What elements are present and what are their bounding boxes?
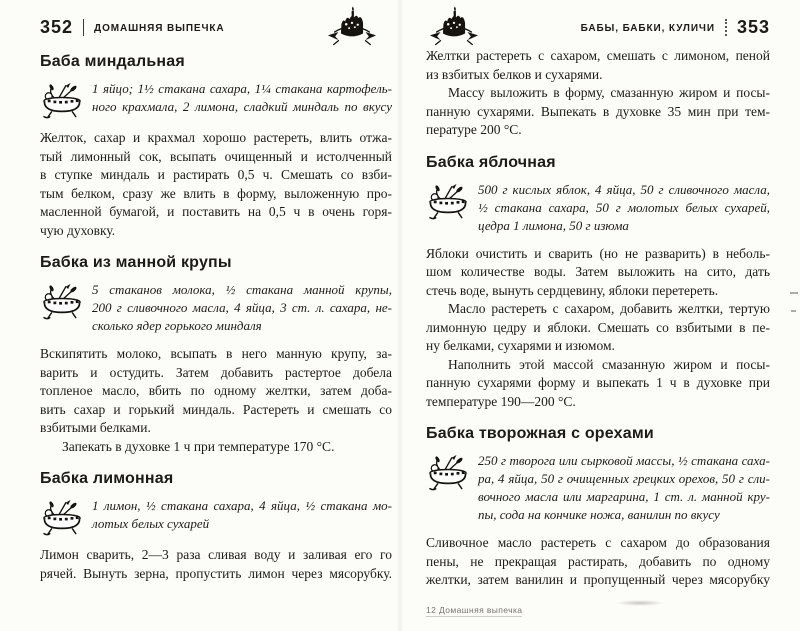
page-content-left [40, 53, 392, 583]
text-line: пены, не прекращая растирать, добавить по одному [426, 553, 770, 569]
text-line: 250 г творога или сырковой массы, ½ стакана саха- [478, 453, 770, 468]
page-number: 352 [40, 16, 74, 37]
text-line: шом количестве воды. Затем выложить на сито, дать [426, 264, 770, 279]
header-divider [83, 19, 84, 36]
recipe-title: Бабка из манной крупы [40, 254, 232, 271]
ingredients-basket-icon [40, 81, 84, 119]
text-line: Желток, сахар и крахмал хорошо растереть, влить отжа- [40, 130, 392, 145]
printer-signature: 12 Домашняя выпечка [426, 605, 523, 615]
paragraph [426, 534, 770, 590]
text-line: 1 яйцо; 1½ стакана сахара, 1¼ стакана картофель- [92, 81, 392, 96]
text-line: чую духовку. [40, 222, 116, 238]
recipe-title: Баба миндальная [40, 53, 185, 70]
text-line: Запекать в духовке 1 ч при температуре 170 °С. [62, 438, 335, 454]
text-line: в ступке миндаль и растирать 0,5 ч. Смешать со взби- [40, 167, 392, 182]
text-line: Яблоки очистить и сварить (но не разварить) в неболь- [426, 245, 770, 261]
ingredients-block [40, 497, 392, 536]
kulich-candle-icon [326, 6, 378, 48]
recipe-title: Бабка лимонная [40, 470, 174, 487]
text-line: лотых белых сухарей [92, 516, 210, 531]
paragraph [40, 345, 392, 438]
text-line: сколько ядер горького миндаля [92, 318, 262, 333]
text-line: тый лимонный сок, всыпать очищенный и истолченный [40, 148, 392, 164]
running-title: ДОМАШНЯЯ ВЫПЕЧКА [94, 22, 225, 34]
ingredients-text [478, 181, 770, 235]
recipe-title: Бабка яблочная [426, 153, 556, 171]
text-line: вить сахар и горький миндаль. Растереть и смешать со [40, 401, 392, 417]
text-line: желтки, затем ванилин и пропущенный через мясорубку [426, 572, 770, 587]
text-line: Вскипятить молоко, всыпать в него манную крупу, за- [40, 346, 392, 361]
paragraph [40, 438, 392, 457]
page-content-right [426, 47, 770, 590]
scan-artifact [790, 292, 798, 294]
text-line: взбитыми белками. [40, 420, 151, 435]
text-line: Сливочное масло растереть с сахаром до образования [426, 535, 770, 550]
ingredients-basket-icon [426, 453, 470, 491]
paragraph [40, 129, 392, 240]
text-line: Лимон сварить, 2—3 раза сливая воду и заливая его го [40, 547, 392, 562]
text-line: вочного масла или маргарина, 1 ст. л. манной кру- [478, 489, 770, 504]
text-line: панную сухарями форму и выпекать 1 ч в духовке при [426, 375, 770, 390]
text-line: 5 стаканов молока, ½ стакана манной крупы, [92, 282, 392, 297]
text-line: тым белком, сразу же влить в форму, выложенную про- [40, 185, 392, 201]
paragraph [426, 245, 770, 301]
paragraph [426, 84, 770, 140]
ingredients-text [478, 452, 770, 524]
text-line: панную сухарями. Выпекать в духовке 35 мин при тем- [426, 103, 770, 119]
ingredients-text [92, 281, 392, 335]
text-line: пы, сода на кончике ножа, ванилин по вкусу [478, 507, 720, 522]
text-line: стечь воде, вынуть сердцевину, яблоки перетереть. [426, 282, 719, 298]
ingredients-block [40, 80, 392, 119]
text-line: ½ стакана сахара, 50 г молотых белых сухарей, [478, 199, 770, 215]
paragraph [40, 546, 392, 583]
text-line: варить и остудить. Затем добавить растертое добела [40, 364, 392, 380]
text-line: лимонную цедру и яблоки. Смешать со взбитыми в пе- [426, 319, 770, 335]
ingredients-block [426, 181, 770, 235]
text-line: ного крахмала, 2 лимона, сладкий миндаль по вкусу [92, 99, 392, 114]
recipe-title: Бабка творожная с орехами [426, 425, 654, 442]
page-gutter [396, 0, 404, 631]
running-title: БАБЫ, БАБКИ, КУЛИЧИ [580, 22, 715, 34]
ingredients-block [426, 452, 770, 524]
text-line: рячей. Вынуть зерна, пропустить лимон через мясорубку. [40, 565, 392, 581]
header-divider [725, 19, 727, 36]
page-number: 353 [736, 16, 770, 37]
text-line: 1 лимон, ½ стакана сахара, 4 яйца, ½ стакана мо- [92, 498, 392, 513]
text-line: цедра 1 лимона, 50 г изюма [478, 217, 629, 233]
paragraph [426, 356, 770, 412]
text-line: температуре 190—200 °С. [426, 393, 576, 409]
text-line: ну белками, сухарями и изюмом. [426, 338, 615, 353]
scan-artifact [616, 600, 664, 606]
text-line: Масло растереть с сахаром, добавить желтки, тертую [448, 301, 770, 316]
paragraph [426, 47, 770, 84]
ingredients-basket-icon [426, 182, 470, 220]
text-line: Наполнить этой массой смазанную жиром и посы- [448, 356, 770, 372]
text-line: Массу выложить в форму, смазанную жиром и посы- [448, 85, 770, 100]
text-line: 200 г сливочного масла, 4 яйца, 3 ст. л. сахара, не- [92, 300, 392, 315]
text-line: топленое масло, вбить по одному желтки, затем доба- [40, 383, 392, 398]
page-right [400, 0, 800, 631]
kulich-candle-icon [428, 6, 480, 48]
scan-artifact [791, 310, 796, 312]
paragraph [426, 300, 770, 356]
ingredients-text [92, 80, 392, 119]
text-line: ра, 4 яйца, 50 г очищенных грецких орехов, 50 г сли- [478, 471, 770, 486]
ingredients-basket-icon [40, 282, 84, 320]
ingredients-block [40, 281, 392, 335]
text-line: пературе 200 °С. [426, 122, 522, 137]
ingredients-basket-icon [40, 498, 84, 536]
text-line: из взбитых белков и сухарями. [426, 66, 603, 82]
text-line: Желтки растереть с сахаром, смешать с лимоном, пеной [426, 48, 770, 63]
text-line: 500 г кислых яблок, 4 яйца, 50 г сливочного масла, [478, 181, 770, 197]
text-line: масленной бумагой, и поставить на 0,5 ч в очень горя- [40, 204, 392, 219]
ingredients-text [92, 497, 392, 536]
